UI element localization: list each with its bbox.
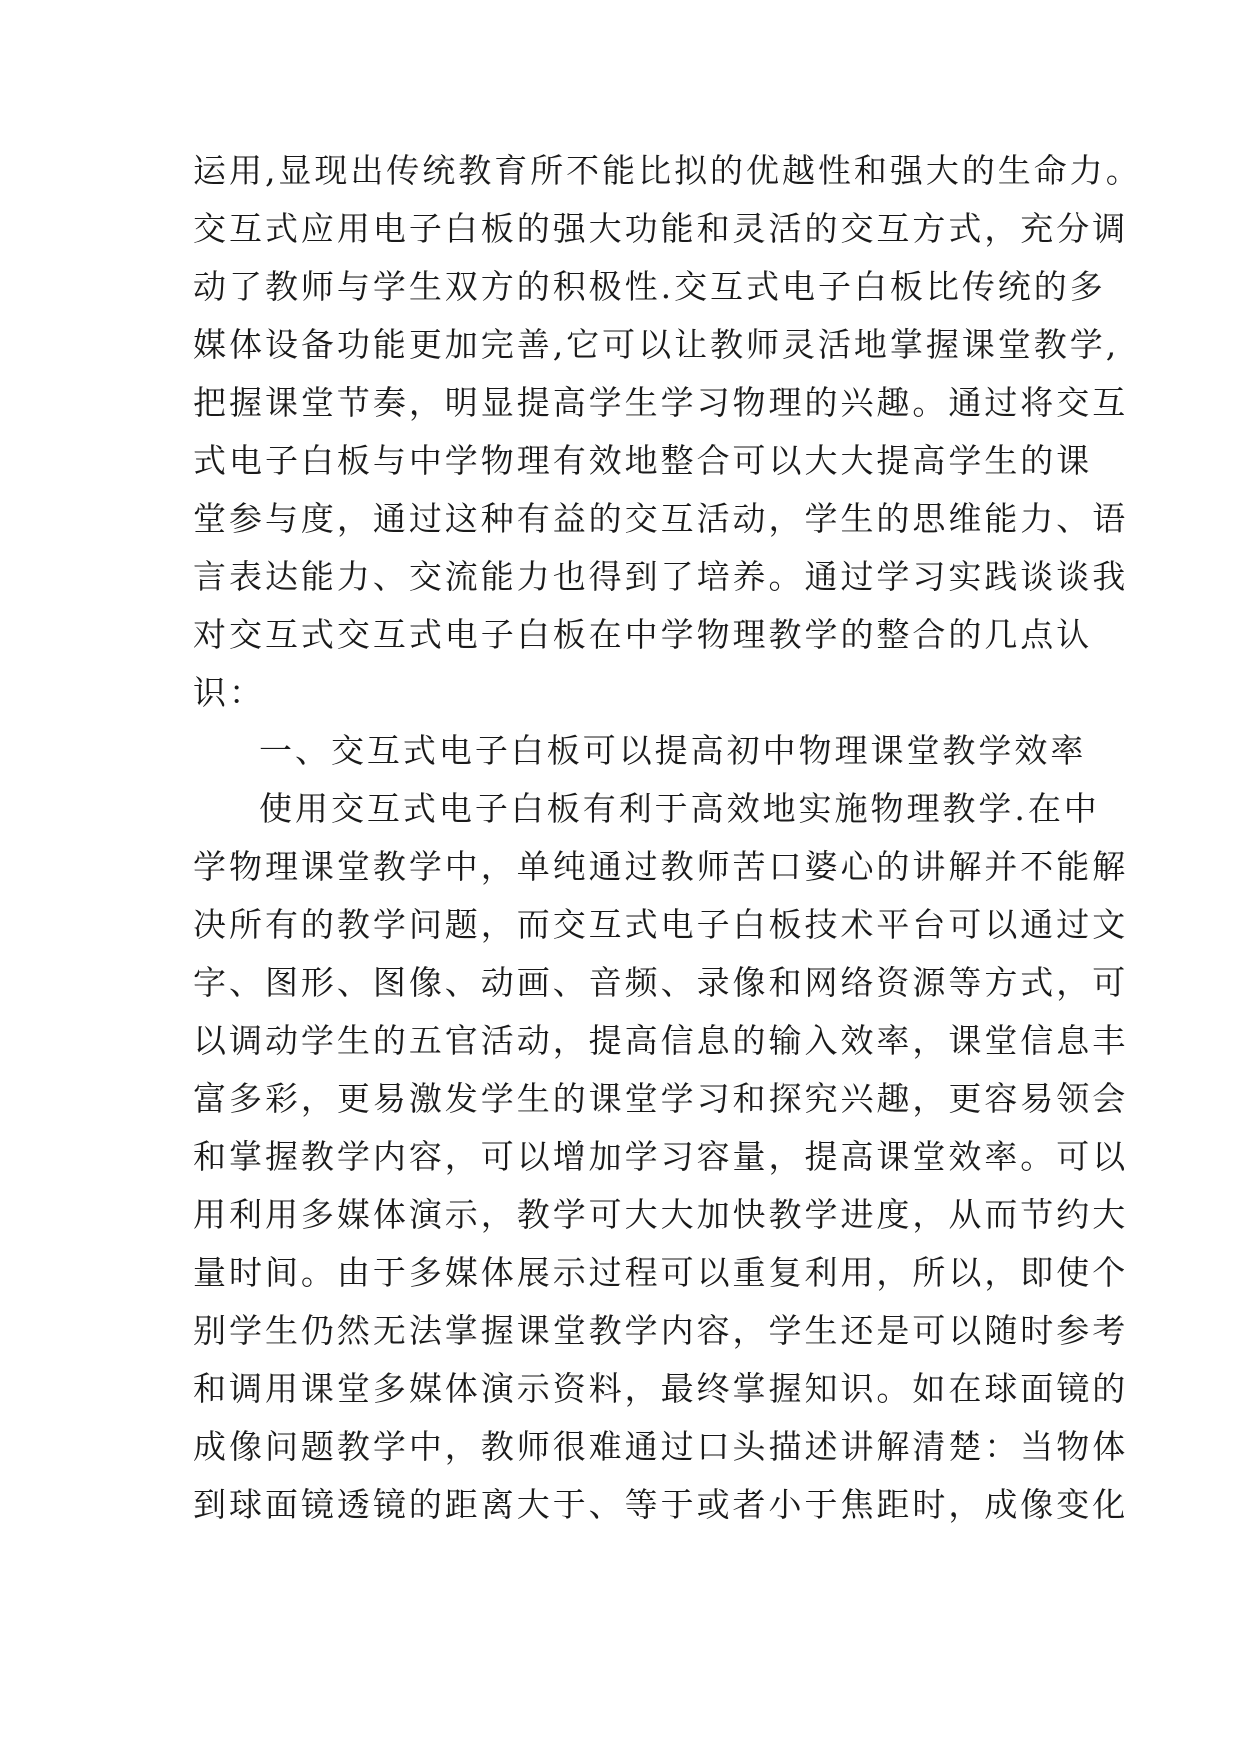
section-heading: 一、交互式电子白板可以提高初中物理课堂教学效率 [259, 731, 1087, 770]
paragraph-first-line: 使用交互式电子白板有利于高效地实施物理教学.在中 [259, 789, 1100, 828]
text-line: 和掌握教学内容，可以增加学习容量，提高课堂效率。可以 [193, 1137, 1129, 1176]
text-line: 到球面镜透镜的距离大于、等于或者小于焦距时，成像变化 [193, 1485, 1129, 1524]
text-line: 量时间。由于多媒体展示过程可以重复利用，所以，即使个 [193, 1253, 1129, 1292]
text-line: 富多彩，更易激发学生的课堂学习和探究兴趣，更容易领会 [193, 1079, 1129, 1118]
text-line: 成像问题教学中，教师很难通过口头描述讲解清楚：当物体 [193, 1427, 1129, 1466]
text-line: 堂参与度，通过这种有益的交互活动，学生的思维能力、语 [193, 499, 1129, 538]
text-line: 以调动学生的五官活动，提高信息的输入效率，课堂信息丰 [193, 1021, 1129, 1060]
text-line: 学物理课堂教学中，单纯通过教师苦口婆心的讲解并不能解 [193, 847, 1129, 886]
text-line: 对交互式交互式电子白板在中学物理教学的整合的几点认 [193, 615, 1093, 654]
text-line: 用利用多媒体演示，教学可大大加快教学进度，从而节约大 [193, 1195, 1129, 1234]
text-line: 把握课堂节奏，明显提高学生学习物理的兴趣。通过将交互 [193, 383, 1129, 422]
text-line: 和调用课堂多媒体演示资料，最终掌握知识。如在球面镜的 [193, 1369, 1129, 1408]
text-line: 字、图形、图像、动画、音频、录像和网络资源等方式，可 [193, 963, 1129, 1002]
text-line: 别学生仍然无法掌握课堂教学内容，学生还是可以随时参考 [193, 1311, 1129, 1350]
text-line: 运用,显现出传统教育所不能比拟的优越性和强大的生命力。 [193, 151, 1142, 190]
text-line: 式电子白板与中学物理有效地整合可以大大提高学生的课 [193, 441, 1093, 480]
text-line: 交互式应用电子白板的强大功能和灵活的交互方式，充分调 [193, 209, 1129, 248]
text-line: 媒体设备功能更加完善,它可以让教师灵活地掌握课堂教学, [193, 325, 1120, 364]
text-line: 动了教师与学生双方的积极性.交互式电子白板比传统的多 [193, 267, 1106, 306]
text-line: 言表达能力、交流能力也得到了培养。通过学习实践谈谈我 [193, 557, 1129, 596]
text-line: 决所有的教学问题，而交互式电子白板技术平台可以通过文 [193, 905, 1129, 944]
text-line: 识： [193, 673, 265, 712]
